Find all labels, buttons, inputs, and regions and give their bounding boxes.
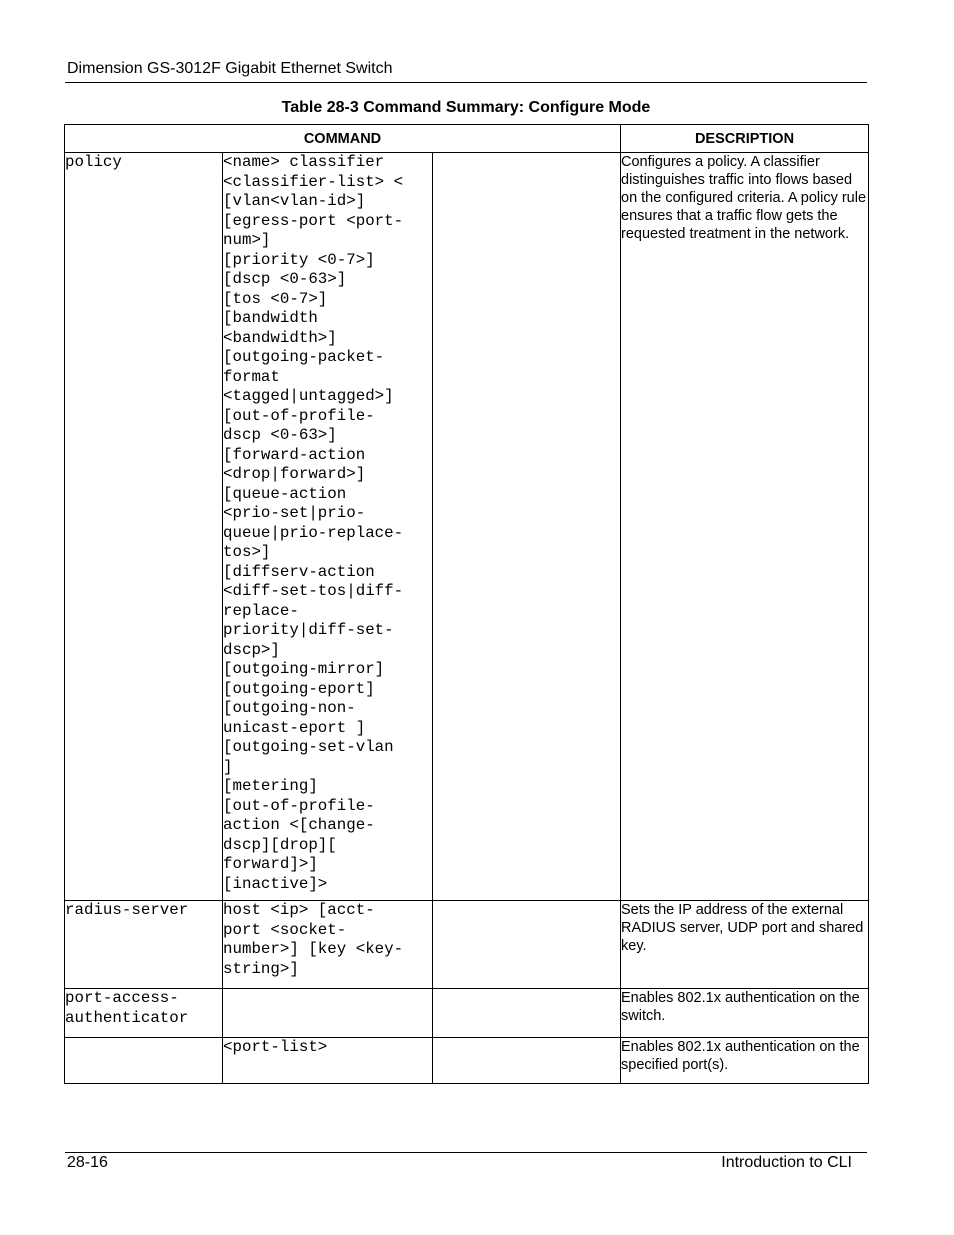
table-row <box>65 153 869 901</box>
command-summary-table <box>64 124 869 1084</box>
page-number: 28-16 <box>67 1154 108 1171</box>
command-extra-cell <box>433 153 621 901</box>
command-syntax-cell: host <ip> [acct- port <socket- number>] [key <key- string>] <box>223 901 433 989</box>
command-cell: policy <box>65 153 223 901</box>
command-extra-cell <box>433 901 621 989</box>
description-cell: Enables 802.1x authentication on the specified port(s). <box>621 1038 869 1084</box>
command-column-header: COMMAND <box>65 125 621 153</box>
command-cell <box>65 1038 223 1084</box>
document-header-title: Dimension GS-3012F Gigabit Ethernet Switch <box>67 60 393 77</box>
table-header-row <box>65 125 869 153</box>
command-cell: radius-server <box>65 901 223 989</box>
command-cell: port-access- authenticator <box>65 989 223 1038</box>
footer-divider <box>65 1152 867 1153</box>
description-cell: Sets the IP address of the external RADIUS server, UDP port and shared key. <box>621 901 869 989</box>
footer-section-title: Introduction to CLI <box>721 1154 852 1171</box>
command-extra-cell <box>433 989 621 1038</box>
command-syntax-cell: <port-list> <box>223 1038 433 1084</box>
description-column-header: DESCRIPTION <box>621 125 869 153</box>
table-row <box>65 1038 869 1084</box>
header-divider <box>65 82 867 83</box>
table-caption: Table 28-3 Command Summary: Configure Mode <box>281 99 651 116</box>
command-syntax-cell <box>223 989 433 1038</box>
command-syntax-cell: <name> classifier <classifier-list> < [vlan<vlan-id>] [egress-port <port- num>] [priority <0-7>] [dscp <0-63>] [tos <0-7>] [bandwidth <bandwidth>] [outgoing-packet- format <tagged|untagged>] [out-of-profile- dscp <0-63>] [forward-action <drop|forward>] [queue-action <prio-set|prio- queue|prio-replace- tos>] [diffserv-action <diff-set-tos|diff- replace- priority|diff-set- dscp>] [outgoing-mirror] [outgoing-eport] [outgoing-non- unicast-eport ] [outgoing-set-vlan ] [metering] [out-of-profile- action <[change- dscp][drop][ forward]>] [inactive]> <box>223 153 433 901</box>
description-cell: Configures a policy. A classifier distinguishes traffic into flows based on the configured criteria. A policy rule ensures that a traffic flow gets the requested treatment in the network. <box>621 153 869 901</box>
table-row <box>65 901 869 989</box>
description-cell: Enables 802.1x authentication on the switch. <box>621 989 869 1038</box>
table-row <box>65 989 869 1038</box>
command-extra-cell <box>433 1038 621 1084</box>
